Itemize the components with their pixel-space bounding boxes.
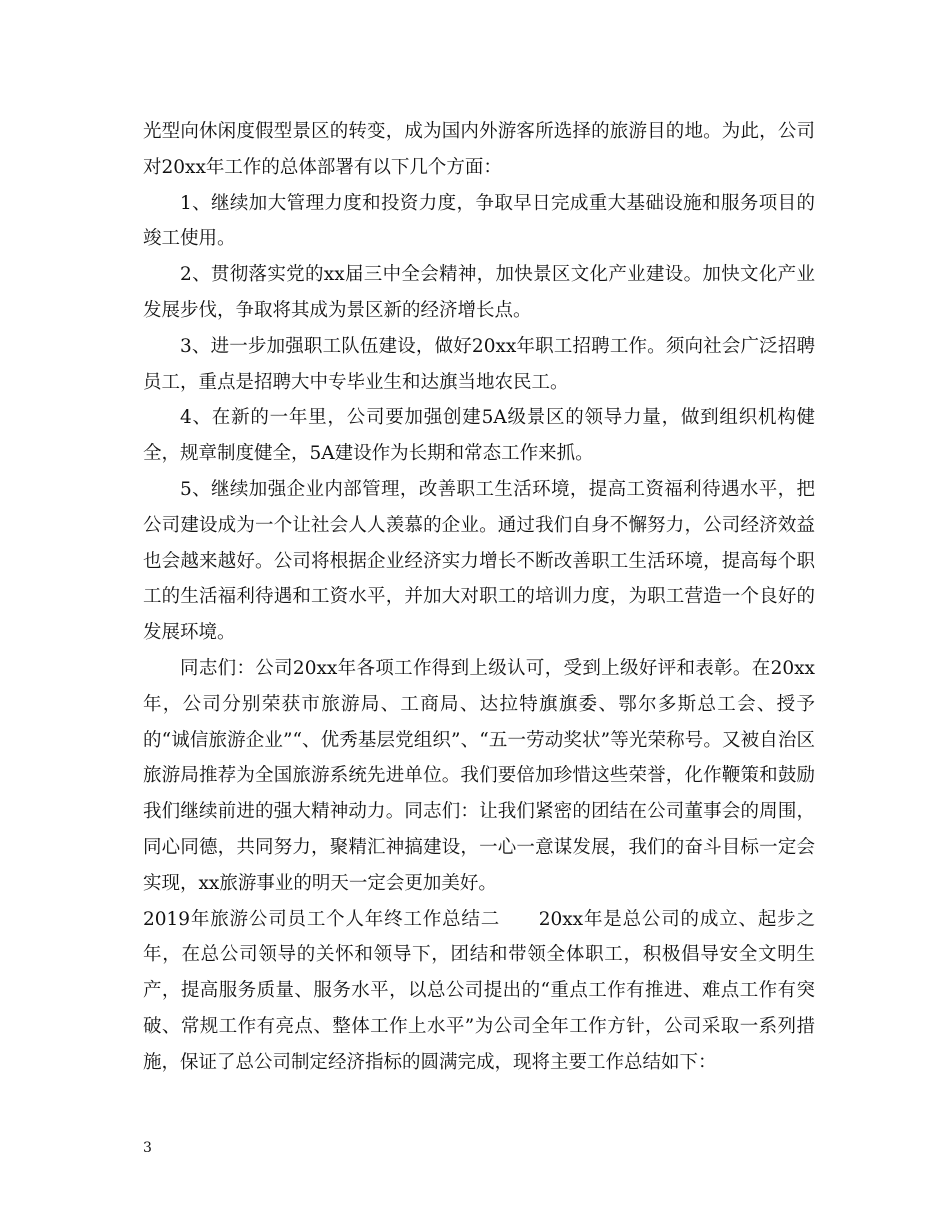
paragraph-item-5: 5、继续加强企业内部管理，改善职工生活环境，提高工资福利待遇水平，把公司建设成为一个让社会人人羡慕的企业。通过我们自身不懈努力，公司经济效益也会越来越好。公司将根据企业经济实力增长不断改善职工生活环境，提高每个职工的生活福利待遇和工资水平，并加大对职工的培训力度，为职工营造一个良好的发展环境。 (143, 478, 815, 644)
paragraph-item-4: 4、在新的一年里，公司要加强创建5A级景区的领导力量，做到组织机构健全，规章制度健全，5A建设作为长期和常态工作来抓。 (143, 407, 815, 465)
paragraph-intro: 光型向休闲度假型景区的转变，成为国内外游客所选择的旅游目的地。为此，公司对20xx年工作的总体部署有以下几个方面： (143, 121, 815, 178)
paragraph-item-2: 2、贯彻落实党的xx届三中全会精神，加快景区文化产业建设。加快文化产业发展步伐，争取将其成为景区新的经济增长点。 (143, 264, 815, 321)
page-number: 3 (143, 1140, 152, 1156)
document-body (143, 114, 815, 1081)
paragraph-summary-two: 2019年旅游公司员工个人年终工作总结二 20xx年是总公司的成立、起步之年，在总公司领导的关怀和领导下，团结和带领全体职工，积极倡导安全文明生产，提高服务质量、服务水平，以总公司提出的“重点工作有推进、难点工作有突破、常规工作有亮点、整体工作上水平”为公司全年工作方针，公司采取一系列措施，保证了总公司制定经济指标的圆满完成，现将主要工作总结如下： (143, 908, 815, 1073)
paragraph-closing: 同志们：公司20xx年各项工作得到上级认可，受到上级好评和表彰。在20xx年，公司分别荣获市旅游局、工商局、达拉特旗旗委、鄂尔多斯总工会、授予的“诚信旅游企业”“、优秀基层党组织”、“五一劳动奖状”等光荣称号。又被自治区旅游局推荐为全国旅游系统先进单位。我们要倍加珍惜这些荣誉，化作鞭策和鼓励我们继续前进的强大精神动力。同志们：让我们紧密的团结在公司董事会的周围，同心同德，共同努力，聚精汇神搞建设，一心一意谋发展，我们的奋斗目标一定会实现，xx旅游事业的明天一定会更加美好。 (143, 657, 815, 894)
paragraph-item-1: 1、继续加大管理力度和投资力度，争取早日完成重大基础设施和服务项目的竣工使用。 (143, 192, 815, 250)
paragraph-item-3: 3、进一步加强职工队伍建设，做好20xx年职工招聘工作。须向社会广泛招聘员工，重点是招聘大中专毕业生和达旗当地农民工。 (143, 335, 815, 393)
